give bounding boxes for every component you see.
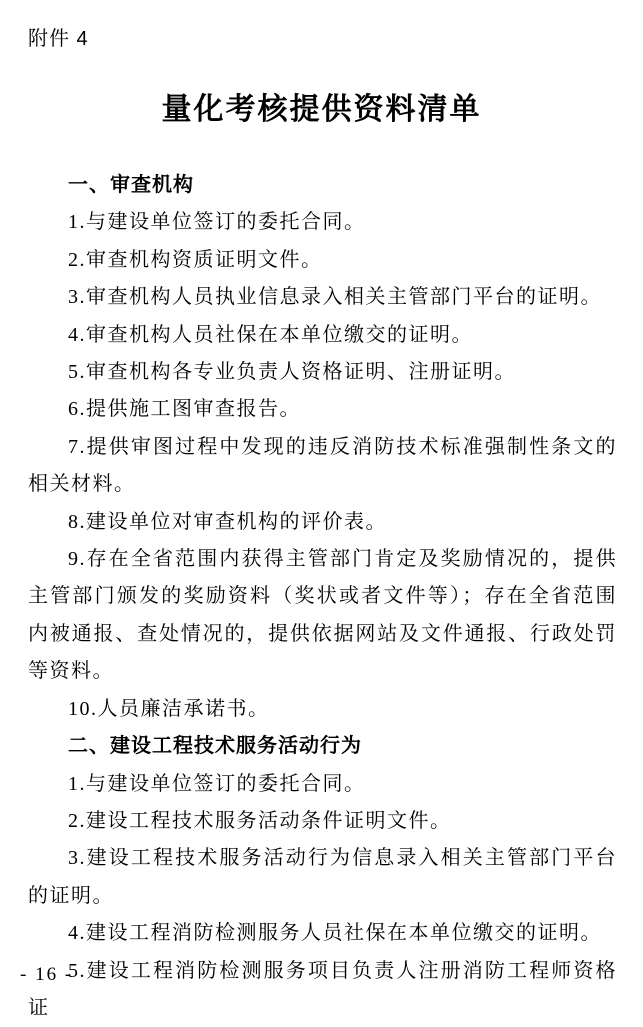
document-body [28,167,617,1027]
page-title: 量化考核提供资料清单 [161,93,482,126]
list-item: 8.建设单位对审查机构的评价表。 [68,510,387,533]
list-item: 1.与建设单位签订的委托合同。 [68,211,366,234]
list-item: 10.人员廉洁承诺书。 [68,697,270,720]
list-item: 2.建设工程技术服务活动条件证明文件。 [68,809,452,832]
list-item: 3.审查机构人员执业信息录入相关主管部门平台的证明。 [68,286,602,309]
list-item: 5.建设工程消防检测服务项目负责人注册消防工程师资格证 [28,959,617,1019]
list-item: 4.审查机构人员社保在本单位缴交的证明。 [68,323,473,346]
list-item: 4.建设工程消防检测服务人员社保在本单位缴交的证明。 [68,922,602,945]
list-item: 6.提供施工图审查报告。 [68,398,301,421]
list-item: 9.存在全省范围内获得主管部门肯定及奖励情况的，提供主管部门颁发的奖励资料（奖状或者文件等）；存在全省范围内被通报、查处情况的，提供依据网站及文件通报、行政处罚等资料。 [28,548,617,683]
section-heading-1: 一、审查机构 [68,174,194,196]
list-item: 5.审查机构各专业负责人资格证明、注册证明。 [68,361,516,384]
list-item: 2.审查机构资质证明文件。 [68,248,323,271]
list-item: 3.建设工程技术服务活动行为信息录入相关主管部门平台的证明。 [28,847,617,907]
list-item: 7.提供审图过程中发现的违反消防技术标准强制性条文的相关材料。 [28,435,617,496]
section-heading-2: 二、建设工程技术服务活动行为 [68,735,362,758]
attachment-label: 附件 4 [28,28,89,50]
page-number: - 16 - [20,964,74,985]
list-item: 1.与建设单位签订的委托合同。 [68,772,366,795]
